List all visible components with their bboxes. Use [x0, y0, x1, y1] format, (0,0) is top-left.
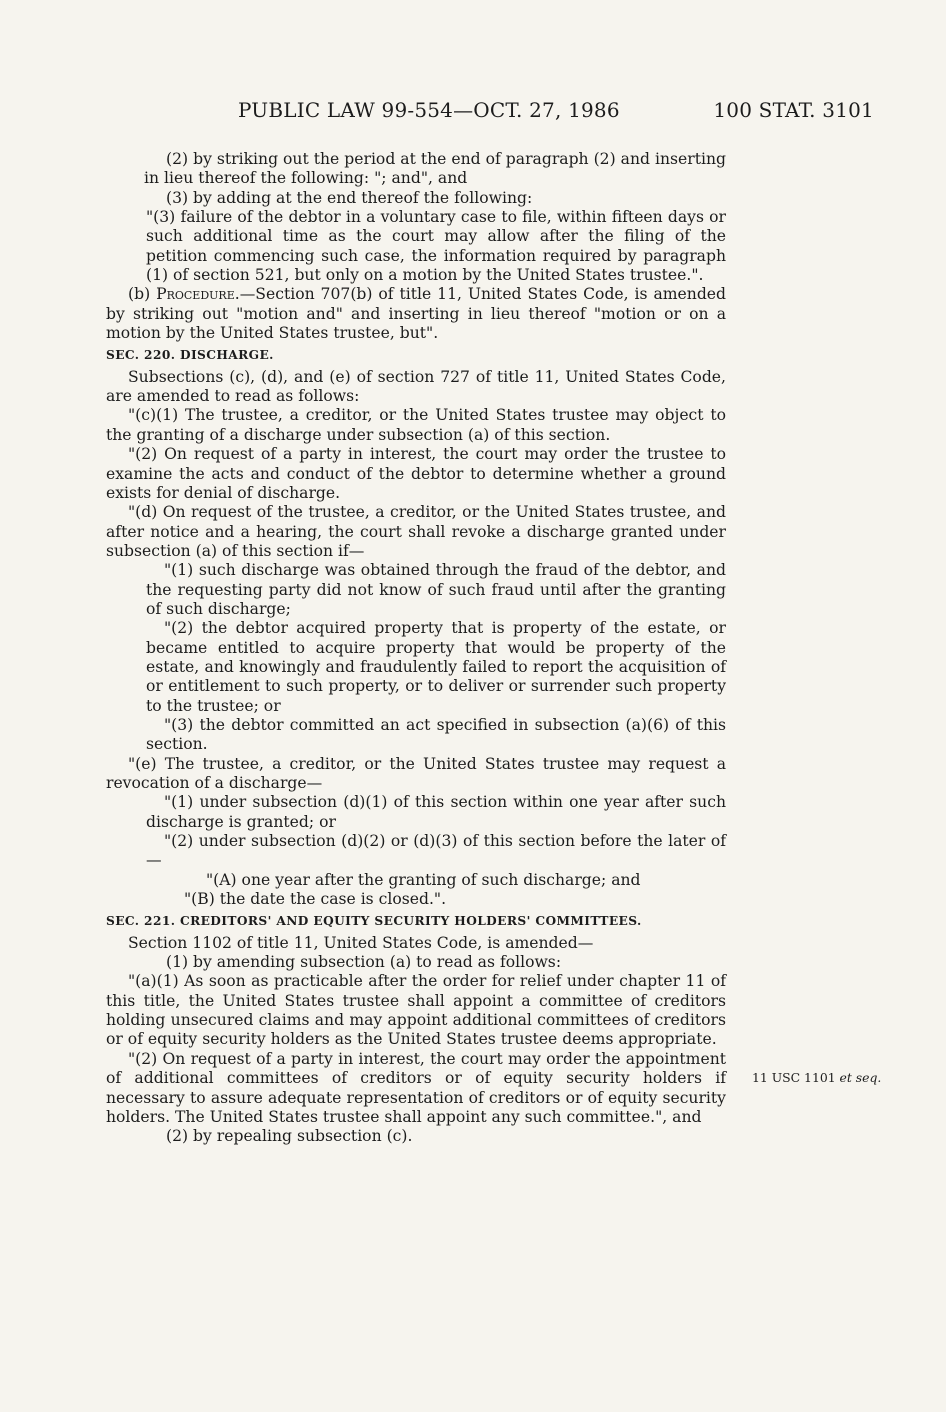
subsection-b — [106, 285, 726, 343]
paragraph: (2) by repealing subsection (c). — [166, 1127, 413, 1146]
margin-citation — [752, 1069, 882, 1086]
paragraph: "(2) the debtor acquired property that is property of the estate, or became entitled to acquire property that would be property of the estate, and knowingly and fraudulently failed to report the acquisition of or entitlement to such property, or to deliver or surrender such property to the trustee; or — [146, 619, 726, 715]
paragraph: (2) by striking out the period at the end of paragraph (2) and inserting in lieu thereof the following: "; and", and — [144, 150, 726, 188]
paragraph: "(a)(1) As soon as practicable after the order for relief under chapter 11 of this title, the United States trustee shall appoint a committee of creditors holding unsecured claims and may appoint additional committees of creditors or of equity security holders as the United States trustee deems appropriate. — [106, 972, 726, 1049]
section-heading-220: SEC. 220. DISCHARGE. — [106, 348, 274, 363]
paragraph: (1) by amending subsection (a) to read as follows: — [166, 953, 562, 972]
running-header-title: PUBLIC LAW 99-554—OCT. 27, 1986 — [238, 98, 620, 122]
paragraph: "(3) the debtor committed an act specified in subsection (a)(6) of this section. — [146, 715, 726, 754]
paragraph: "(A) one year after the granting of such discharge; and — [206, 870, 641, 889]
paragraph: "(c)(1) The trustee, a creditor, or the United States trustee may object to the granting of a discharge under subsection (a) of this section. — [106, 406, 726, 444]
section-heading-221: SEC. 221. CREDITORS' AND EQUITY SECURITY HOLDERS' COMMITTEES. — [106, 914, 642, 929]
subsection-text: —Section 707(b) of title 11, United States Code, is amended by striking out "motion and" and inserting in lieu thereof "motion or on a motion by the United States trustee, but". — [106, 285, 727, 343]
margin-citation-text: 11 USC 1101 — [752, 1070, 840, 1085]
subsection-caption: Procedure. — [156, 285, 240, 304]
paragraph: Section 1102 of title 11, United States Code, is amended— — [128, 933, 594, 952]
paragraph: "(e) The trustee, a creditor, or the United States trustee may request a revocation of a discharge— — [106, 754, 726, 792]
margin-citation-italic: et seq. — [839, 1070, 882, 1085]
body-text — [106, 150, 726, 1147]
paragraph: "(1) such discharge was obtained through the fraud of the debtor, and the requesting party did not know of such fraud until after the granting of such discharge; — [146, 561, 726, 618]
paragraph: "(2) under subsection (d)(2) or (d)(3) of this section before the later of— — [146, 832, 726, 870]
subsection-label: (b) — [128, 285, 157, 304]
paragraph: "(d) On request of the trustee, a creditor, or the United States trustee, and after notice and a hearing, the court shall revoke a discharge granted under subsection (a) of this section if— — [106, 503, 726, 560]
paragraph: "(B) the date the case is closed.". — [184, 890, 447, 909]
paragraph: (3) by adding at the end thereof the following: — [166, 188, 533, 207]
quoted-paragraph: "(3) failure of the debtor in a voluntary case to file, within fifteen days or such additional time as the court may allow after the filing of the petition commencing such case, the information required by paragraph (1) of section 521, but only on a motion by the United States trustee.". — [146, 208, 726, 285]
paragraph: Subsections (c), (d), and (e) of section 727 of title 11, United States Code, are amended to read as follows: — [106, 367, 726, 406]
paragraph: "(2) On request of a party in interest, the court may order the trustee to examine the acts and conduct of the debtor to determine whether a ground exists for denial of discharge. — [106, 445, 726, 502]
running-header-stat-page: 100 STAT. 3101 — [713, 98, 874, 122]
paragraph: "(1) under subsection (d)(1) of this section within one year after such discharge is granted; or — [146, 793, 726, 831]
paragraph: "(2) On request of a party in interest, the court may order the appointment of additional committees of creditors or of equity security holders if necessary to assure adequate representation of creditors or of equity security holders. The United States trustee shall appoint any such committee.", and — [106, 1049, 726, 1126]
